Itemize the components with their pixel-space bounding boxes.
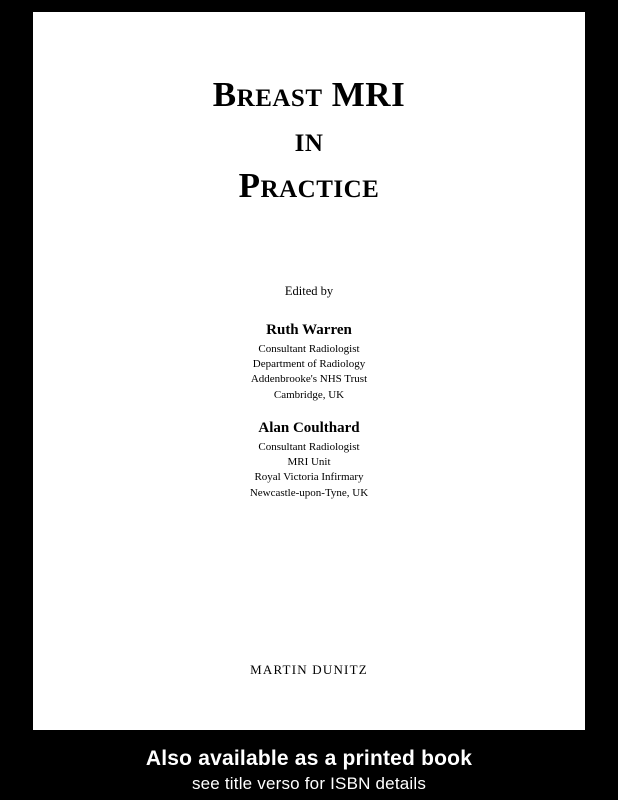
paper-surface: [33, 12, 585, 730]
availability-banner: [0, 742, 618, 800]
editor-affiliation-2: [33, 440, 585, 501]
banner-subline: see title verso for ISBN details: [191, 774, 427, 793]
editor-affiliation-line: Cambridge, UK: [273, 388, 345, 401]
edited-by-label: Edited by: [284, 284, 334, 298]
title-line-1: Breast MRI: [212, 75, 406, 114]
editor-affiliation-line: Consultant Radiologist: [258, 441, 360, 453]
editor-affiliation-line: Consultant Radiologist: [258, 343, 360, 355]
editor-affiliation-line: Newcastle-upon-Tyne, UK: [249, 486, 369, 499]
banner-headline: Also available as a printed book: [145, 747, 473, 770]
editor-affiliation-line: Department of Radiology: [252, 358, 366, 371]
editor-affiliation-1: [33, 342, 585, 403]
editor-affiliation-line: Addenbrooke's NHS Trust: [250, 373, 368, 386]
publisher-name: MARTIN DUNITZ: [250, 662, 368, 677]
editor-name-1: Ruth Warren: [266, 322, 352, 338]
title-line-2: in: [294, 120, 324, 160]
title-line-3: Practice: [238, 165, 380, 205]
editor-name-2: Alan Coulthard: [258, 420, 360, 436]
editor-entry-2: [33, 420, 585, 501]
editor-entry-1: [33, 322, 585, 403]
editor-affiliation-line: Royal Victoria Infirmary: [254, 471, 364, 484]
editor-affiliation-line: MRI Unit: [287, 456, 331, 469]
book-title: [33, 74, 585, 206]
